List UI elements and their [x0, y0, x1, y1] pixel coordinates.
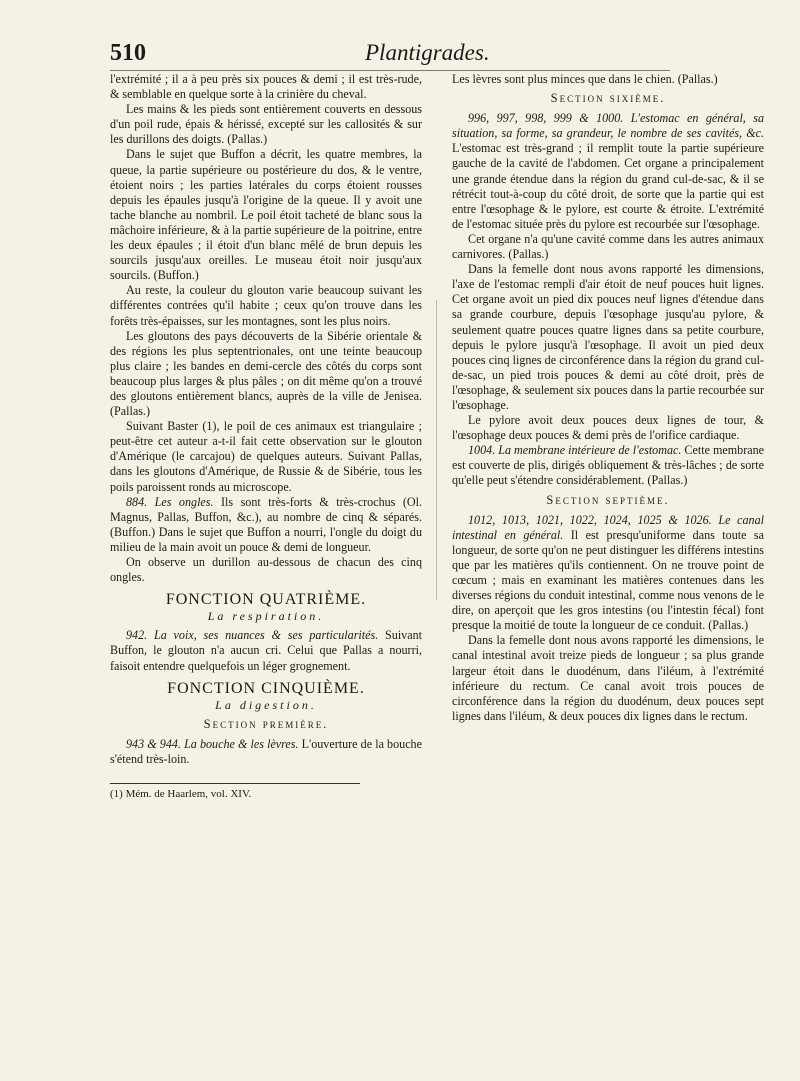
right-column	[452, 72, 764, 724]
paragraph-body: L'estomac est très-grand ; il remplit toute la partie supérieure gauche de la cavité de l'abdomen. Cet organe a principalement une grande étendue dans la région du grand cul-de-sac, & il se rétrécit tout-à-coup du côté droit, de sorte que la partie qui est entre l'œsophage & le pylore, est courte & étroite. L'extrémité de l'estomac située près du pylore est recourbée sur l'œsophage.	[452, 141, 764, 231]
section-heading: FONCTION QUATRIÈME.	[165, 591, 367, 609]
footnote-rule	[110, 783, 360, 784]
paragraph-lead: 884. Les ongles.	[126, 494, 214, 509]
paragraph-bouche	[110, 737, 422, 767]
paragraph: Les gloutons des pays découverts de la Sibérie orientale & des régions les plus septentrionales, ont une teinte beaucoup plus claire ; les bandes en demi-cercle des côtés du corps sont beaucoup plus larges & plus pâles ; on dit même qu'on a trouvé des gloutons entièrement blancs, auprès de la ville de Jenisea. (Pallas.)	[110, 328, 422, 419]
paragraph: l'extrémité ; il a à peu près six pouces & demi ; il est très-rude, & semblable en quelque sorte à la crinière du cheval.	[110, 72, 422, 102]
running-title: Plantigrades.	[365, 40, 490, 65]
paragraph-ongles	[110, 495, 422, 555]
column-divider	[436, 300, 437, 600]
paragraph-estomac	[452, 111, 764, 232]
paragraph: Dans le sujet que Buffon a décrit, les quatre membres, la queue, la partie supérieure ou postérieure du dos, & le ventre, étoient noirs ; les parties latérales du corps étoient rousses depuis les épaules jusqu'à l'origine de la queue. Il y avoit une tache blanche au nombril. Le poil étoit tacheté de blanc sous la mâchoire inférieure, & à la partie supérieure de la poitrine, entre les deux épaules ; il étoit d'un blanc mêlé de brun depuis les sourcils jusqu'aux oreilles. Le museau étoit noir jusqu'aux sourcils. (Buffon.)	[110, 147, 422, 283]
paragraph-body: L'ouverture de la bouche s'étend très-loin.	[110, 736, 422, 767]
paragraph-lead: 1012, 1013, 1021, 1022, 1024, 1025 & 1026. Le canal intestinal en général.	[452, 512, 764, 542]
subsection-heading: La respiration.	[207, 609, 325, 624]
paragraph: Cet organe n'a qu'une cavité comme dans les autres animaux carnivores. (Pallas.)	[452, 231, 764, 262]
left-column	[110, 72, 422, 801]
page-header	[110, 40, 670, 71]
paragraph-membrane	[452, 443, 764, 488]
paragraph: Suivant Baster (1), le poil de ces animaux est triangulaire ; peut-être cet auteur a-t-il fait cette observation sur le glouton d'Amérique (le carcajou) de quelques auteurs. Suivant Pallas, dans les gloutons d'Amérique, de Russie & de Sibérie, tous les poils paroissent ronds au microscope.	[110, 419, 422, 494]
paragraph-body: Il est presqu'uniforme dans toute sa longueur, de sorte qu'on ne peut distinguer les différens intestins que par les matières qu'ils contiennent. On ne trouve point de cœcum ; mais en examinant les matières contenues dans les diverses régions du conduit intestinal, comme nous venons de le dire, on aperçoit que les gros intestins (ou l'intestin fécal) font presque la moitié de toute la longueur de ce conduit. (Pallas.)	[452, 527, 764, 633]
paragraph-lead: 942. La voix, ses nuances & ses particularités.	[126, 628, 379, 643]
paragraph: Le pylore avoit deux pouces deux lignes de tour, & l'œsophage deux pouces & demi près de l'orifice cardiaque.	[452, 413, 764, 443]
paragraph-canal	[452, 513, 764, 634]
paragraph-body: Ils sont très-forts & très-crochus (Ol. Magnus, Pallas, Buffon, &c.), au nombre de cinq & séparés. (Buffon.) Dans le sujet que Buffon a nourri, l'ongle du doigt du milieu de la main avoit un pouce & demi de longueur.	[110, 494, 422, 554]
footnote: (1) Mém. de Haarlem, vol. XIV.	[110, 788, 252, 801]
paragraph-body: Cette membrane est couverte de plis, dirigés obliquement & très-lâches ; de sorte qu'elle peut s'étendre considérablement. (Pallas.)	[452, 443, 765, 488]
paragraph: Dans la femelle dont nous avons rapporté les dimensions, le canal intestinal avoit treize pieds de longueur ; sa plus grande largeur étoit dans le duodénum, dans l'iléum, à l'extrémité inférieure du rectum. Ce canal avoit trois pouces de circonférence dans la région du duodénum, deux pouces sept lignes dans l'iléum, & deux pouces dix lignes dans le rectum.	[452, 633, 764, 723]
section-label: Section septième.	[546, 492, 670, 507]
paragraph: On observe un durillon au-dessous de chacun des cinq ongles.	[110, 555, 422, 585]
paragraph-lead: 943 & 944. La bouche & les lèvres.	[126, 736, 299, 751]
paragraph: Dans la femelle dont nous avons rapporté les dimensions, l'axe de l'estomac rempli d'air étoit de neuf pouces huit lignes. Cet organe avoit un pied dix pouces neuf lignes d'étendue dans sa grande courbure, depuis l'œsophage jusqu'au pylore, & seulement quatre pouces quatre lignes dans sa petite courbure, depuis le pylore jusqu'à l'œsophage. Il avoit un pied deux pouces cinq lignes de circonférence dans la région du grand cul-de-sac, un pied trois pouces & demi au côté droit, près de l'œsophage, & seulement six pouces dans la partie recourbée sur l'œsophage.	[452, 262, 764, 412]
subsection-heading: La digestion.	[215, 697, 317, 712]
section-label: Section sixième.	[550, 91, 666, 106]
paragraph: Les lèvres sont plus minces que dans le chien. (Pallas.)	[452, 72, 718, 86]
page-number: 510	[110, 40, 146, 66]
paragraph-body: Suivant Buffon, le glouton n'a aucun cri. Celui que Pallas a nourri, faisoit entendre quelquefois un léger grognement.	[110, 628, 422, 673]
section-label: Section première.	[203, 716, 329, 731]
paragraph-lead: 996, 997, 998, 999 & 1000. L'estomac en général, sa situation, sa forme, sa grandeur, le nombre de ses cavités, &c.	[452, 111, 764, 141]
paragraph-lead: 1004. La membrane intérieure de l'estomac.	[468, 443, 682, 458]
paragraph: Les mains & les pieds sont entièrement couverts en dessous d'un poil rude, épais & hérissé, excepté sur les callosités & sur les durillons des doigts. (Pallas.)	[110, 102, 422, 147]
paragraph: Au reste, la couleur du glouton varie beaucoup suivant les différentes contrées qu'il habite ; ceux qu'on trouve dans les forêts très-épaisses, sur les montagnes, sont les plus noirs.	[110, 283, 422, 328]
paragraph-voix	[110, 628, 422, 673]
section-heading: FONCTION CINQUIÈME.	[167, 679, 365, 697]
